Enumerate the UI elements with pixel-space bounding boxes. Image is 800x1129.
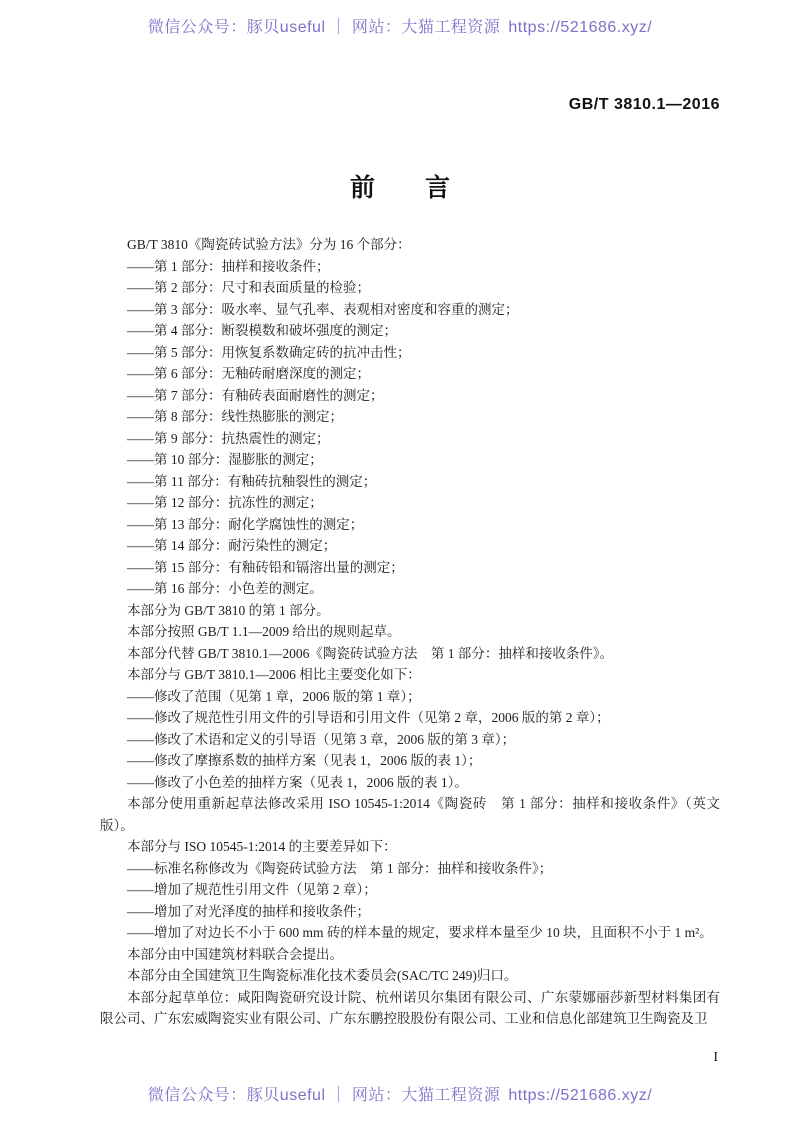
paragraph: 本部分为 GB/T 3810 的第 1 部分。: [127, 602, 330, 618]
page-number: I: [713, 1050, 718, 1065]
paragraph: 本部分使用重新起草法修改采用 ISO 10545-1:2014《陶瓷砖 第 1 部分：抽样和接收条件》（英文版）。: [100, 796, 720, 833]
paragraph: ——第 14 部分：耐污染性的测定；: [127, 538, 337, 553]
paragraph: ——增加了规范性引用文件（见第 2 章）；: [127, 882, 377, 897]
paragraph: ——第 13 部分：耐化学腐蚀性的测定；: [127, 516, 364, 532]
paragraph: ——修改了范围（见第 1 章，2006 版的第 1 章）；: [127, 688, 421, 704]
paragraph: ——第 6 部分：无釉砖耐磨深度的测定；: [127, 366, 370, 381]
watermark-bottom: [0, 1082, 800, 1105]
document-body: [100, 234, 720, 1030]
paragraph: ——第 9 部分：抗热震性的测定；: [127, 430, 330, 446]
watermark-link[interactable]: https://521686.xyz/: [508, 1087, 653, 1104]
paragraph: ——修改了术语和定义的引导语（见第 3 章，2006 版的第 3 章）；: [127, 731, 516, 747]
paragraph: 本部分与 GB/T 3810.1—2006 相比主要变化如下：: [127, 667, 421, 682]
paragraph: GB/T 3810《陶瓷砖试验方法》分为 16 个部分：: [127, 237, 411, 252]
paragraph: ——第 4 部分：断裂模数和破坏强度的测定；: [127, 323, 397, 338]
paragraph: ——第 15 部分：有釉砖铅和镉溶出量的测定；: [127, 559, 404, 575]
paragraph: ——修改了规范性引用文件的引导语和引用文件（见第 2 章，2006 版的第 2 章）；: [127, 710, 610, 725]
foreword-title: 前 言: [349, 175, 450, 202]
standard-code: GB/T 3810.1—2016: [568, 96, 720, 113]
paragraph: ——修改了小色差的抽样方案（见表 1，2006 版的表 1）。: [127, 774, 468, 790]
paragraph: 本部分起草单位：咸阳陶瓷研究设计院、杭州诺贝尔集团有限公司、广东蒙娜丽莎新型材料集团有限公司、广东宏威陶瓷实业有限公司、广东东鹏控股股份有限公司、工业和信息化部建筑卫生陶瓷及卫: [100, 989, 720, 1026]
paragraph: ——第 5 部分：用恢复系数确定砖的抗冲击性；: [127, 344, 411, 360]
paragraph: ——第 16 部分：小色差的测定。: [127, 581, 323, 596]
watermark-text: 微信公众号：豚贝useful ｜ 网站：大猫工程资源: [147, 1087, 501, 1104]
watermark-link[interactable]: https://521686.xyz/: [508, 19, 653, 36]
paragraph: 本部分由中国建筑材料联合会提出。: [127, 946, 343, 962]
paragraph: ——增加了对光泽度的抽样和接收条件；: [127, 903, 370, 919]
paragraph: ——第 8 部分：线性热膨胀的测定；: [127, 409, 343, 424]
paragraph: 本部分代替 GB/T 3810.1—2006《陶瓷砖试验方法 第 1 部分：抽样和接收条件》。: [127, 645, 614, 661]
paragraph: ——第 11 部分：有釉砖抗釉裂性的测定；: [127, 473, 377, 489]
paragraph: ——修改了摩擦系数的抽样方案（见表 1，2006 版的表 1）；: [127, 753, 482, 768]
paragraph: ——增加了对边长不小于 600 mm 砖的样本量的规定，要求样本量至少 10 块，且面积不小于 1 m²。: [127, 925, 713, 940]
paragraph: 本部分与 ISO 10545-1:2014 的主要差异如下：: [127, 839, 397, 854]
paragraph: 本部分由全国建筑卫生陶瓷标准化技术委员会(SAC/TC 249)归口。: [127, 968, 518, 983]
paragraph: ——第 3 部分：吸水率、显气孔率、表观相对密度和容重的测定；: [127, 301, 519, 317]
watermark-text: 微信公众号：豚贝useful ｜ 网站：大猫工程资源: [147, 19, 501, 36]
paragraph: ——第 1 部分：抽样和接收条件；: [127, 258, 330, 274]
paragraph: 本部分按照 GB/T 1.1—2009 给出的规则起草。: [127, 624, 401, 639]
paragraph: ——第 12 部分：抗冻性的测定；: [127, 495, 323, 510]
paragraph: ——标准名称修改为《陶瓷砖试验方法 第 1 部分：抽样和接收条件》；: [127, 860, 553, 876]
watermark-top: [0, 14, 800, 37]
paragraph: ——第 7 部分：有釉砖表面耐磨性的测定；: [127, 387, 384, 403]
paragraph: ——第 2 部分：尺寸和表面质量的检验；: [127, 280, 370, 295]
paragraph: ——第 10 部分：湿膨胀的测定；: [127, 452, 323, 467]
